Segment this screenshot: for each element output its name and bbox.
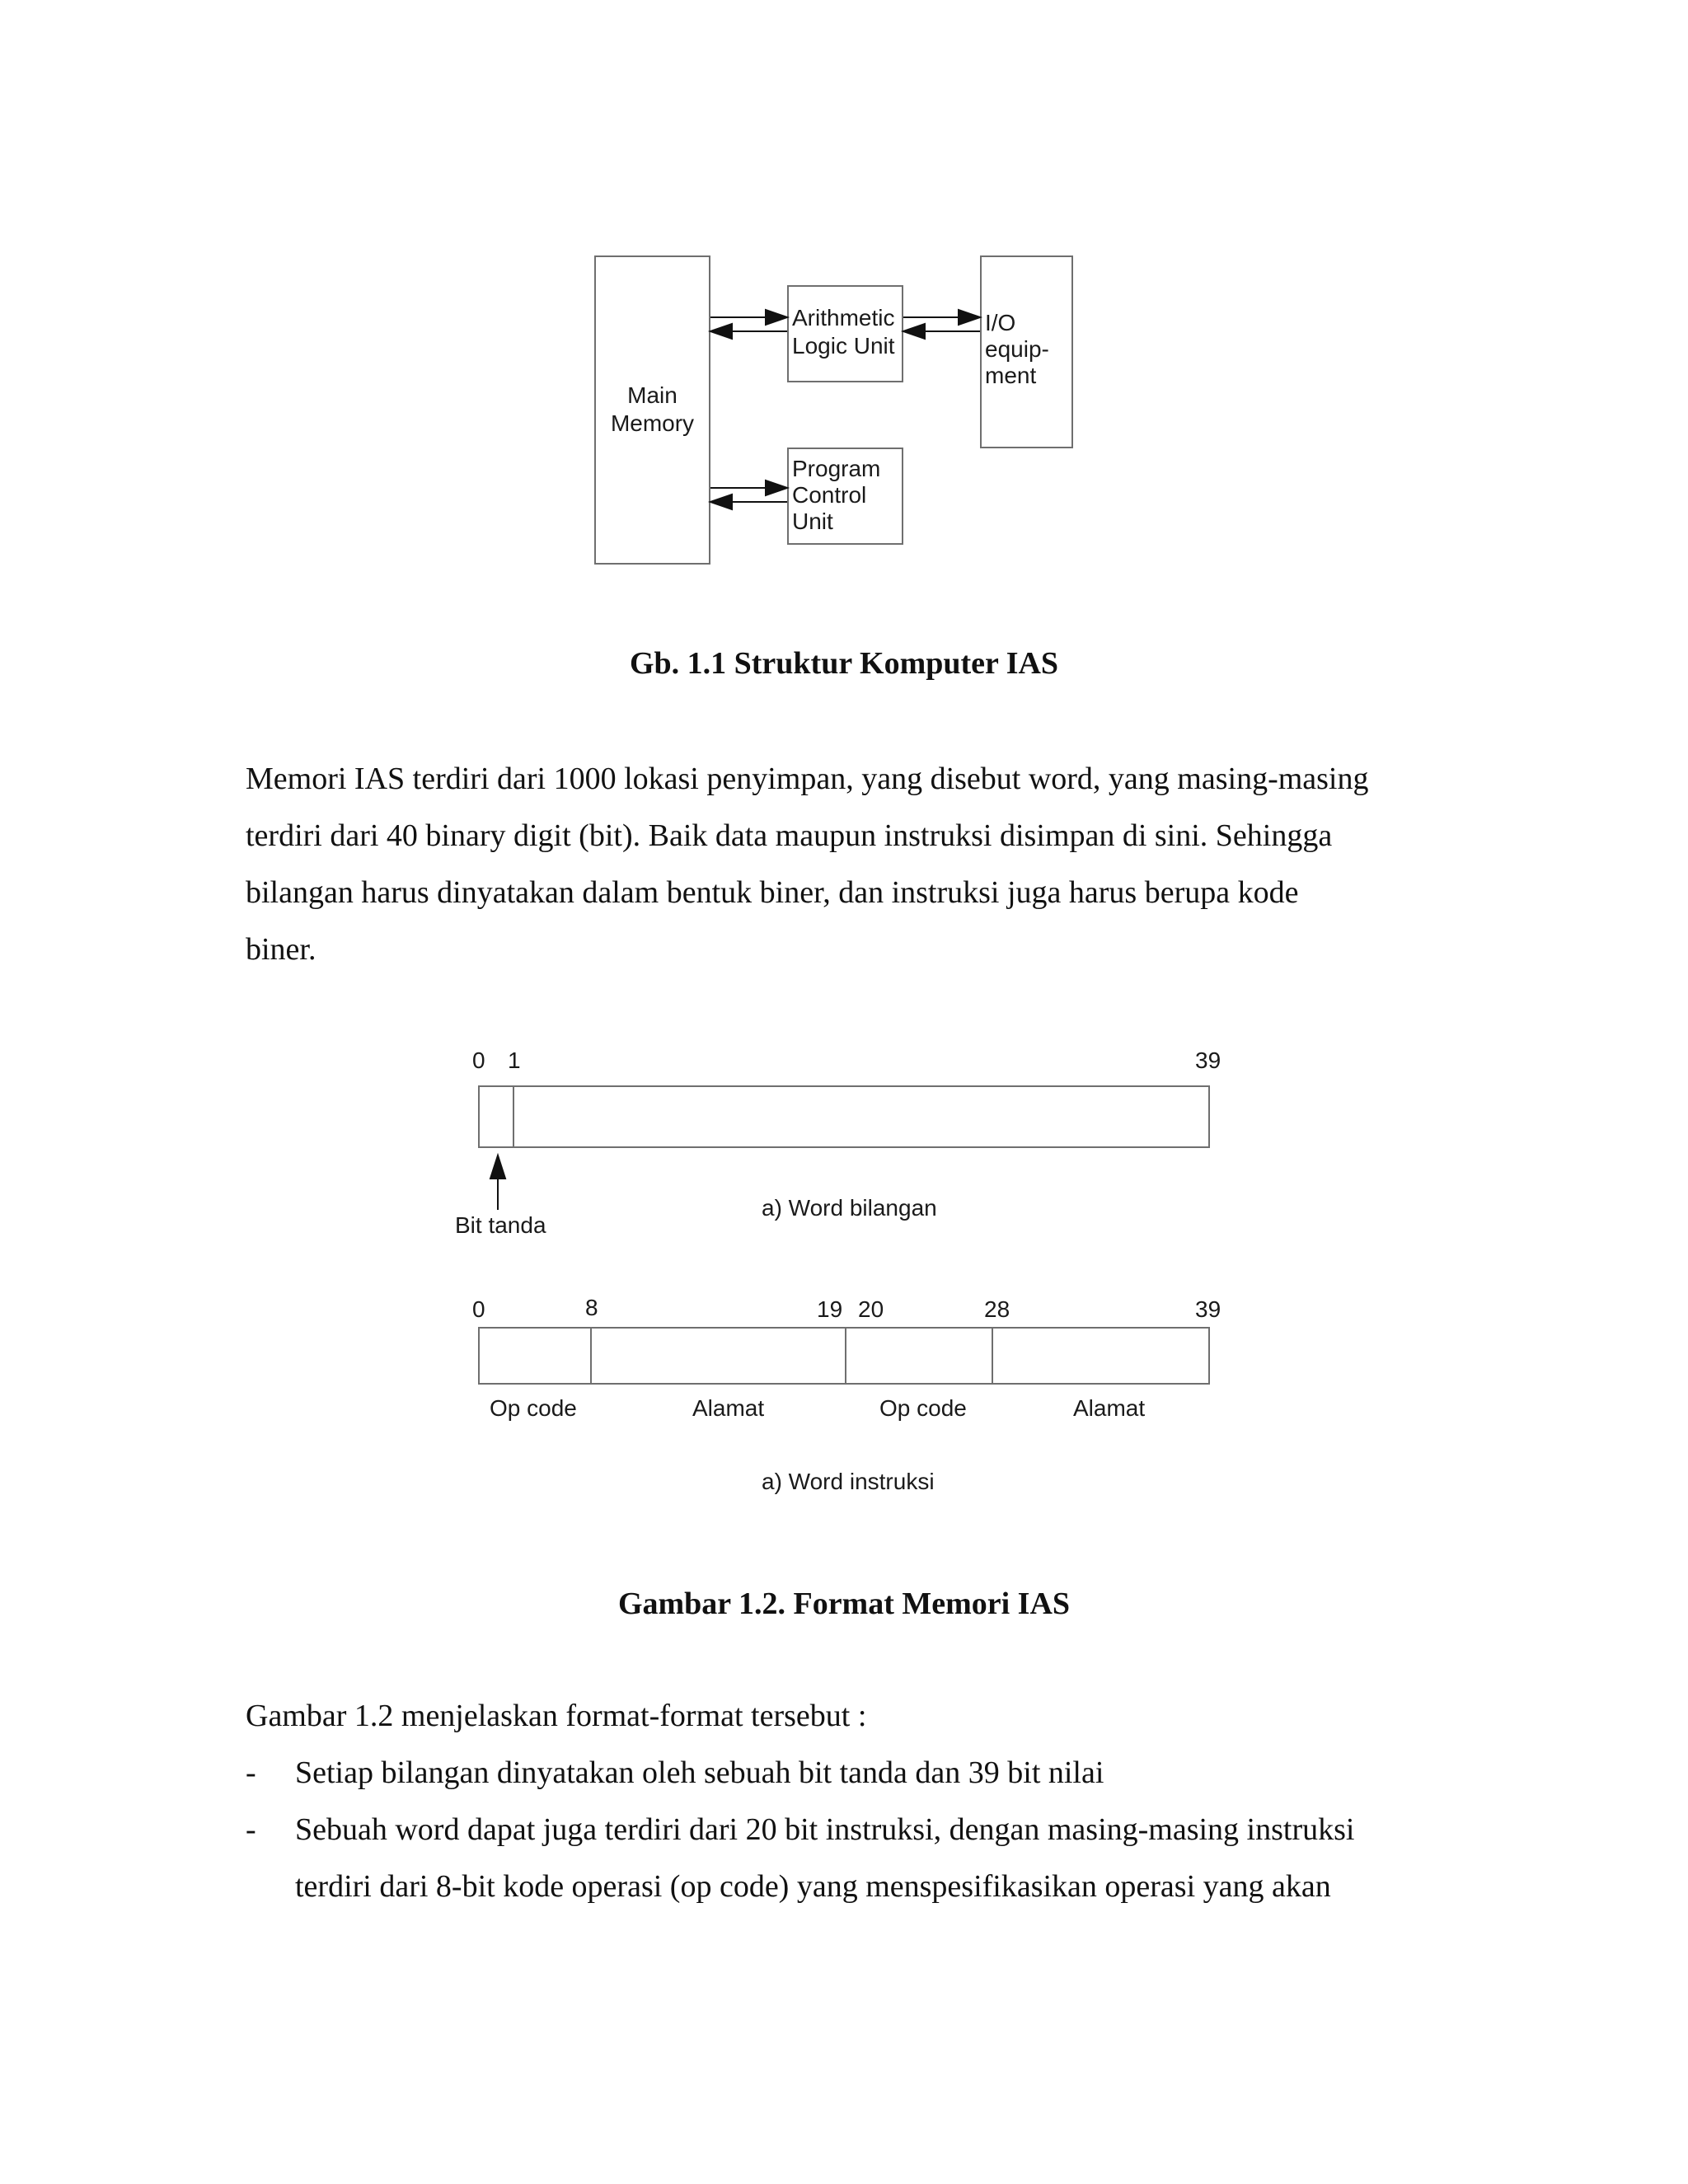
list-item [246,1802,1354,1915]
main-memory-label: Main Memory [610,382,695,436]
bit-label: 0 [472,1296,485,1322]
paragraph-line: terdiri dari 40 binary digit (bit). Baik data maupun instruksi disimpan di sini. Sehingga [246,818,1333,853]
field-divider [992,1327,993,1385]
bullet: - [246,1812,256,1847]
list-item-text: Setiap bilangan dinyatakan oleh sebuah bit tanda dan 39 bit nilai [295,1755,1104,1790]
field-label-address: Alamat [692,1395,765,1421]
bit-label: 0 [472,1047,485,1073]
figure1-caption: Gb. 1.1 Struktur Komputer IAS [629,646,1059,681]
bit-label: 20 [858,1296,884,1322]
bit-label: 39 [1195,1296,1221,1322]
field-label-op-code: Op code [879,1395,967,1421]
list-item-text: terdiri dari 8-bit kode operasi (op code) yang menspesifikasikan operasi yang akan [295,1869,1331,1904]
paragraph-line: Memori IAS terdiri dari 1000 lokasi penyimpan, yang disebut word, yang masing-masing [246,762,1369,796]
bit-label: 28 [984,1296,1010,1322]
field-divider [845,1327,846,1385]
bullet: - [246,1755,256,1790]
paragraph-line: bilangan harus dinyatakan dalam bentuk biner, dan instruksi juga harus berupa kode [246,875,1299,910]
paragraph-format-explanation [246,1688,866,1745]
program-control-unit-label: Program Control Unit [792,456,881,534]
number-word-caption: a) Word bilangan [762,1195,937,1221]
list-item [246,1745,1104,1802]
paragraph-line: biner. [246,932,316,967]
paragraph-intro: Gambar 1.2 menjelaskan format-format tersebut : [246,1699,867,1733]
instruction-word-caption: a) Word instruksi [762,1469,935,1494]
bit-label: 19 [817,1296,843,1322]
io-equipment-label: I/O equip- ment [985,310,1049,388]
field-label-address: Alamat [1073,1395,1146,1421]
field-label-op-code: Op code [490,1395,577,1421]
field-divider [590,1327,592,1385]
alu-label: Arithmetic Logic Unit [792,305,895,359]
sign-bit-label: Bit tanda [455,1212,546,1238]
bit-label: 8 [585,1295,598,1320]
bit-label: 1 [508,1047,521,1073]
instruction-word-box [478,1327,1210,1385]
figure2-caption: Gambar 1.2. Format Memori IAS [617,1586,1071,1621]
list-item-text: Sebuah word dapat juga terdiri dari 20 bit instruksi, dengan masing-masing instruksi [295,1812,1355,1847]
bit-label: 39 [1195,1047,1221,1073]
